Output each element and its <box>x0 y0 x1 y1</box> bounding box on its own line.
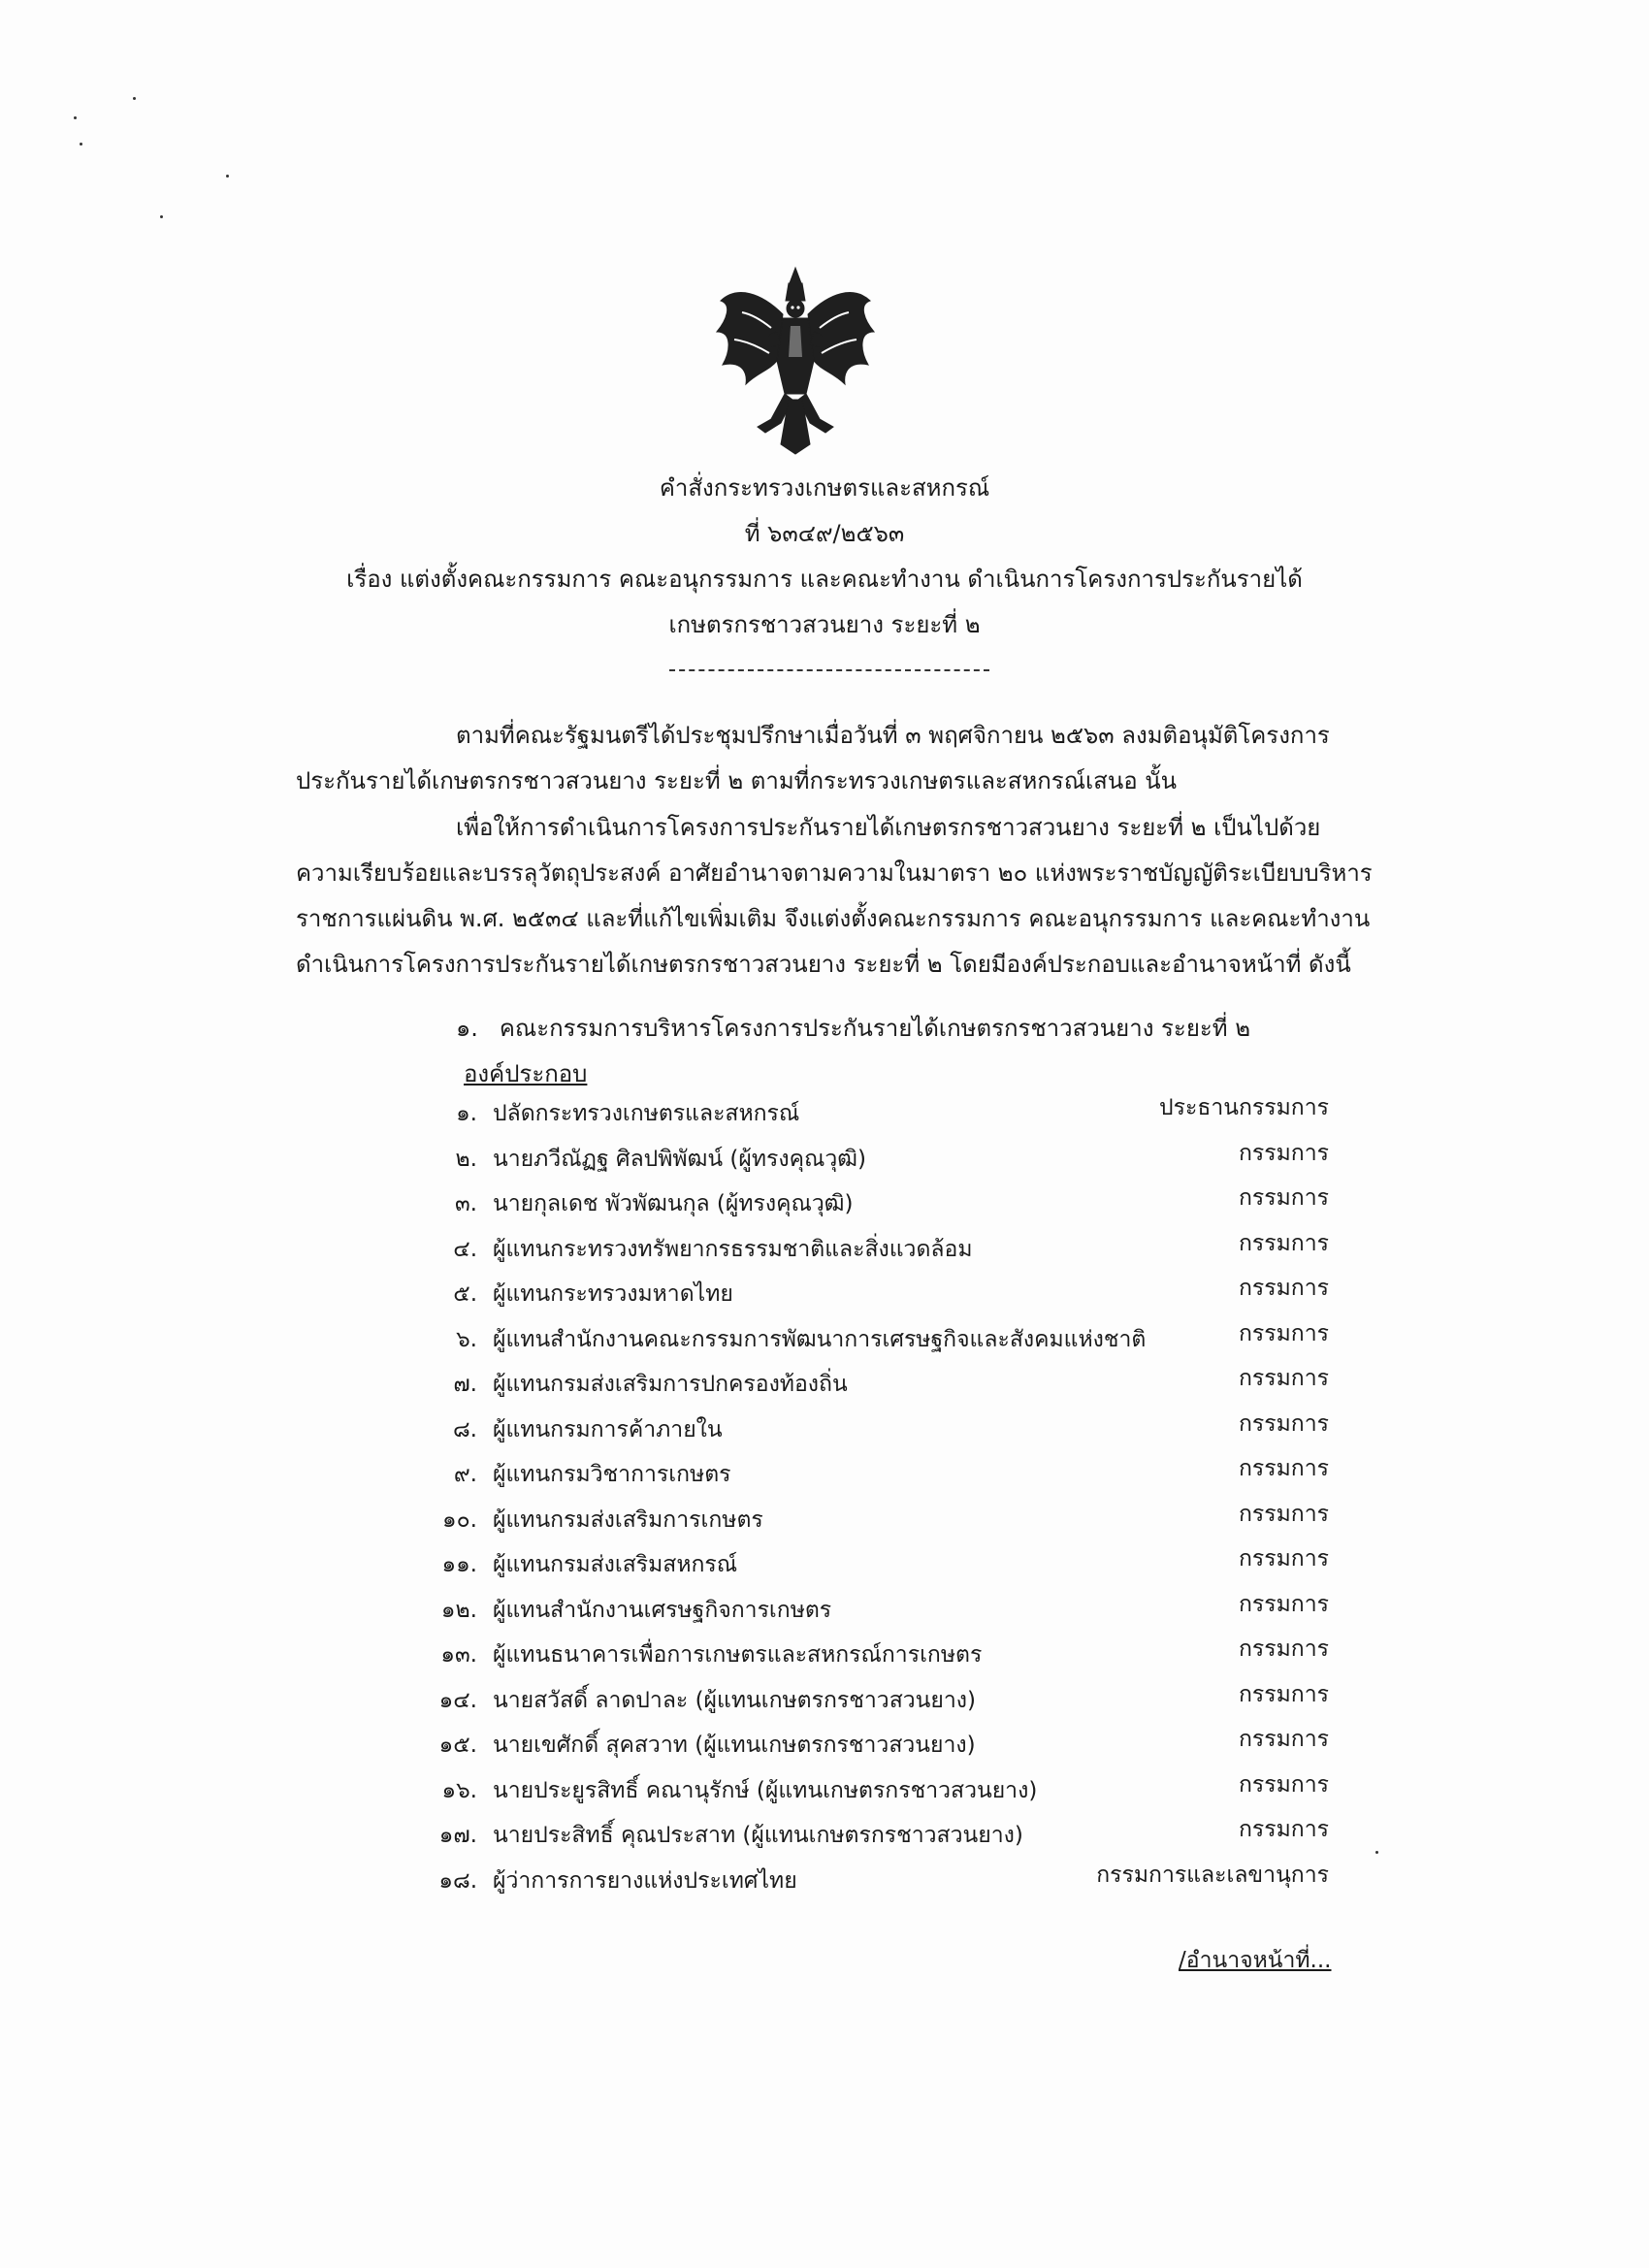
paragraph-line: ความเรียบร้อยและบรรลุวัตถุประสงค์ อาศัยอำนาจตามความในมาตรา ๒๐ แห่งพระราชบัญญัติระเบียบบริหาร <box>296 859 1373 887</box>
member-number: ๑๐. <box>442 1507 477 1533</box>
paragraph-line: ดำเนินการโครงการประกันรายได้เกษตรกรชาวสวนยาง ระยะที่ ๒ โดยมีองค์ประกอบและอำนาจหน้าที่ ดังนี้ <box>296 951 1351 978</box>
list-item <box>446 1322 1329 1368</box>
member-name: ผู้ว่าการการยางแห่งประเทศไทย <box>493 1867 797 1894</box>
continuation-marker: /อำนาจหน้าที่... <box>1179 1948 1332 1973</box>
member-number: ๑. <box>456 1101 477 1126</box>
member-number: ๑๔. <box>438 1687 477 1713</box>
member-role: กรรมการ <box>1239 1456 1329 1481</box>
list-item <box>446 1096 1329 1142</box>
member-role: กรรมการ <box>1239 1366 1329 1391</box>
member-role: กรรมการ <box>1239 1230 1329 1256</box>
member-name: นายประยูรสิทธิ์ คณานุรักษ์ (ผู้แทนเกษตรกรชาวสวนยาง) <box>493 1777 1038 1803</box>
member-name: ผู้แทนกรมส่งเสริมการปกครองท้องถิ่น <box>493 1372 848 1397</box>
order-title: คำสั่งกระทรวงเกษตรและสหกรณ์ <box>659 474 990 502</box>
section-number: ๑. <box>456 1015 478 1042</box>
section-heading <box>456 1009 1250 1047</box>
list-item <box>446 1186 1329 1232</box>
member-number: ๑๗. <box>438 1823 477 1848</box>
member-number: ๓. <box>454 1191 477 1216</box>
member-name: ผู้แทนกรมการค้าภายใน <box>493 1416 723 1442</box>
member-role: กรรมการ <box>1239 1591 1329 1617</box>
member-number: ๑๒. <box>440 1597 477 1623</box>
member-name: นายสวัสดิ์ ลาดปาละ (ผู้แทนเกษตรกรชาวสวนยาง) <box>493 1687 976 1713</box>
paragraph-line: เพื่อให้การดำเนินการโครงการประกันรายได้เกษตรกรชาวสวนยาง ระยะที่ ๒ เป็นไปด้วย <box>456 814 1321 841</box>
order-subject-line-1: เรื่อง แต่งตั้งคณะกรรมการ คณะอนุกรรมการ และคณะทำงาน ดำเนินการโครงการประกันรายได้ <box>346 566 1303 593</box>
member-name: นายเขศักดิ์ สุคสวาท (ผู้แทนเกษตรกรชาวสวนยาง) <box>493 1733 976 1758</box>
member-number: ๑๕. <box>438 1733 477 1758</box>
member-role: กรรมการ <box>1239 1501 1329 1527</box>
member-role: กรรมการ <box>1239 1546 1329 1571</box>
member-name: ผู้แทนกระทรวงมหาดไทย <box>493 1281 733 1307</box>
list-item <box>440 1591 1329 1638</box>
scan-speck <box>1375 1851 1378 1854</box>
member-role: กรรมการ <box>1239 1410 1329 1437</box>
member-number: ๑๖. <box>441 1777 477 1803</box>
garuda-emblem-icon <box>713 264 878 458</box>
list-item <box>438 1727 1329 1773</box>
list-item <box>446 1412 1329 1458</box>
paragraph-line: ตามที่คณะรัฐมนตรีได้ประชุมปรึกษาเมื่อวันที่ ๓ พฤศจิกายน ๒๕๖๓ ลงมติอนุมัติโครงการ <box>456 722 1330 749</box>
member-role: กรรมการและเลขานุการ <box>1096 1862 1329 1888</box>
member-name: ผู้แทนกรมวิชาการเกษตร <box>493 1462 731 1487</box>
member-name: ผู้แทนธนาคารเพื่อการเกษตรและสหกรณ์การเกษตร <box>493 1642 983 1668</box>
member-number: ๑๓. <box>440 1642 477 1668</box>
scan-speck <box>133 97 136 100</box>
member-name: นายภวีณัฏฐ ศิลปพิพัฒน์ (ผู้ทรงคุณวุฒิ) <box>493 1146 866 1172</box>
member-role: กรรมการ <box>1239 1320 1329 1346</box>
scan-speck <box>226 175 229 178</box>
member-role: กรรมการ <box>1239 1771 1329 1798</box>
list-item <box>446 1232 1329 1278</box>
member-number: ๘. <box>452 1416 477 1442</box>
member-number: ๕. <box>453 1281 477 1307</box>
order-subject-line-2: เกษตรกรชาวสวนยาง ระยะที่ ๒ <box>668 611 981 638</box>
member-name: ผู้แทนสำนักงานคณะกรรมการพัฒนาการเศรษฐกิจและสังคมแห่งชาติ <box>493 1326 1147 1352</box>
paragraph-resolution <box>296 713 1363 804</box>
member-number: ๗. <box>453 1372 477 1397</box>
member-name: ผู้แทนกรมส่งเสริมสหกรณ์ <box>493 1552 738 1577</box>
composition-label: องค์ประกอบ <box>464 1060 588 1087</box>
member-number: ๑๘. <box>438 1867 477 1894</box>
order-number: ที่ ๖๓๔๙/๒๕๖๓ <box>744 520 905 547</box>
member-name: ผู้แทนกรมส่งเสริมการเกษตร <box>493 1507 763 1533</box>
list-item <box>446 1457 1329 1503</box>
member-name: ผู้แทนสำนักงานเศรษฐกิจการเกษตร <box>493 1597 832 1623</box>
member-name: นายกุลเดช พัวพัฒนกุล (ผู้ทรงคุณวุฒิ) <box>493 1191 854 1216</box>
member-list <box>438 1095 1329 1908</box>
list-item <box>441 1771 1329 1819</box>
member-role: กรรมการ <box>1239 1727 1329 1752</box>
member-number: ๔. <box>453 1236 477 1262</box>
member-number: ๖. <box>456 1326 477 1352</box>
member-role: กรรมการ <box>1239 1185 1329 1211</box>
member-role: กรรมการ <box>1239 1681 1329 1707</box>
scan-speck <box>80 143 82 146</box>
section-title: คณะกรรมการบริหารโครงการประกันรายได้เกษตรกรชาวสวนยาง ระยะที่ ๒ <box>499 1015 1251 1042</box>
member-name: นายประสิทธิ์ คุณประสาท (ผู้แทนเกษตรกรชาวสวนยาง) <box>493 1823 1023 1848</box>
member-role: ประธานกรรมการ <box>1159 1095 1329 1120</box>
list-item <box>441 1546 1329 1593</box>
member-role: กรรมการ <box>1239 1276 1329 1301</box>
list-item <box>446 1142 1329 1187</box>
member-role: กรรมการ <box>1239 1817 1329 1842</box>
paragraph-line: ประกันรายได้เกษตรกรชาวสวนยาง ระยะที่ ๒ ตามที่กระทรวงเกษตรและสหกรณ์เสนอ นั้น <box>296 767 1178 794</box>
member-number: ๑๑. <box>441 1552 477 1577</box>
paragraph-appointment <box>296 805 1373 988</box>
list-item <box>442 1501 1329 1548</box>
list-item <box>438 1862 1329 1909</box>
member-role: กรรมการ <box>1239 1140 1329 1166</box>
member-number: ๙. <box>453 1462 477 1487</box>
header-divider <box>669 669 989 671</box>
list-item <box>438 1681 1329 1729</box>
scan-speck <box>74 116 77 119</box>
list-item <box>440 1636 1329 1683</box>
member-number: ๒. <box>455 1146 477 1172</box>
member-role: กรรมการ <box>1239 1636 1329 1662</box>
scan-speck <box>160 215 163 218</box>
list-item <box>446 1277 1329 1322</box>
member-name: ปลัดกระทรวงเกษตรและสหกรณ์ <box>493 1101 800 1126</box>
list-item <box>446 1367 1329 1412</box>
member-name: ผู้แทนกระทรวงทรัพยากรธรรมชาติและสิ่งแวดล้อม <box>493 1236 973 1262</box>
paragraph-line: ราชการแผ่นดิน พ.ศ. ๒๕๓๔ และที่แก้ไขเพิ่มเติม จึงแต่งตั้งคณะกรรมการ คณะอนุกรรมการ และคณะทำงาน <box>296 905 1371 932</box>
